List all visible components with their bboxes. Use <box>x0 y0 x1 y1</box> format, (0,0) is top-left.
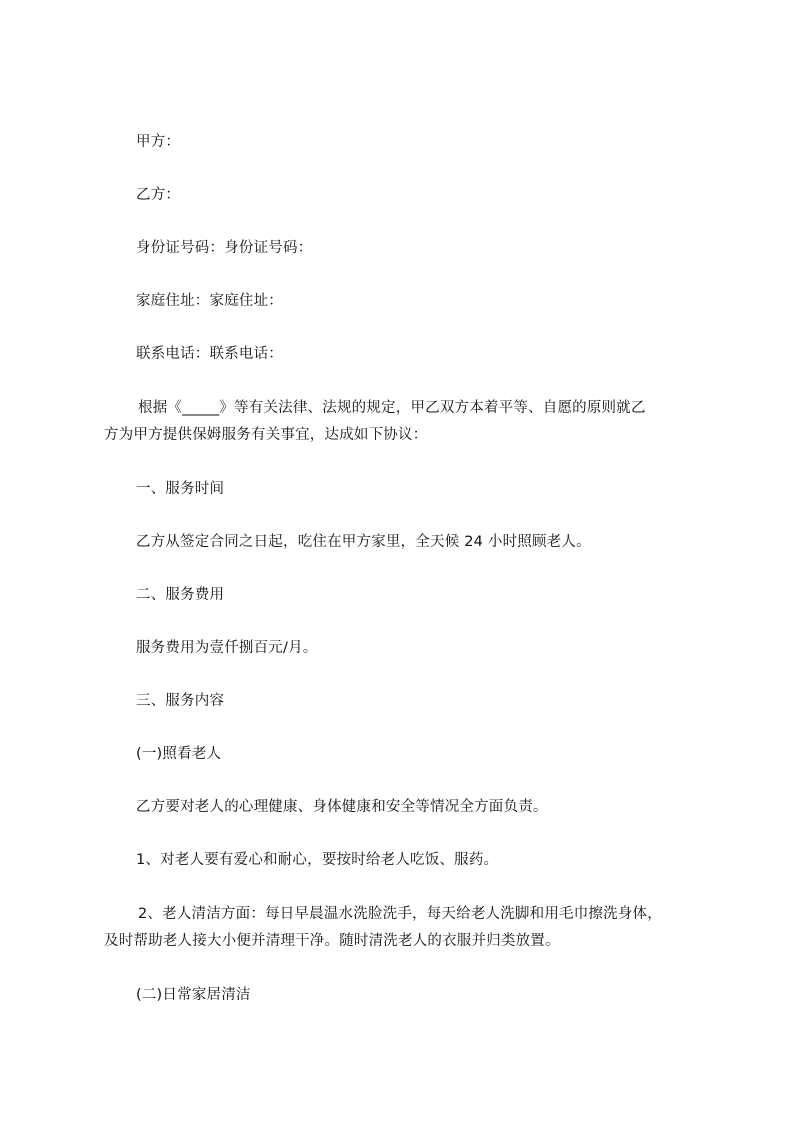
section-2-title: 二、服务费用 <box>136 587 225 603</box>
id-number-labels: 身份证号码：身份证号码： <box>136 240 313 256</box>
party-a-label: 甲方： <box>136 134 181 150</box>
subsection-2-title: (二)日常家居清洁 <box>136 987 251 1003</box>
section-1-text: 乙方从签定合同之日起，吃住在甲方家里，全天候 24 小时照顾老人。 <box>136 534 591 550</box>
subsection-1-text: 乙方要对老人的心理健康、身体健康和安全等情况全方面负责。 <box>136 799 548 815</box>
section-3-title: 三、服务内容 <box>136 693 225 709</box>
item-1: 1、对老人要有爱心和耐心，要按时给老人吃饭、服药。 <box>136 852 499 868</box>
party-b-label: 乙方： <box>136 187 181 203</box>
section-2-text: 服务费用为壹仟捌百元/月。 <box>136 640 318 656</box>
phone-labels: 联系电话：联系电话： <box>136 346 283 362</box>
subsection-1-title: (一)照看老人 <box>136 746 222 762</box>
item-2-line-2: 及时帮助老人接大小便并清理干净。随时清洗老人的衣服并归类放置。 <box>104 933 560 949</box>
preamble-line-1: 根据《_____》等有关法律、法规的规定，甲乙双方本着平等、自愿的原则就乙 <box>138 400 646 416</box>
address-labels: 家庭住址：家庭住址： <box>136 293 283 309</box>
item-2-line-1: 2、老人清洁方面：每日早晨温水洗脸洗手，每天给老人洗脚和用毛巾擦洗身体， <box>138 906 662 922</box>
preamble-line-2: 方为甲方提供保姆服务有关事宜，达成如下协议： <box>104 427 428 443</box>
section-1-title: 一、服务时间 <box>136 481 225 497</box>
